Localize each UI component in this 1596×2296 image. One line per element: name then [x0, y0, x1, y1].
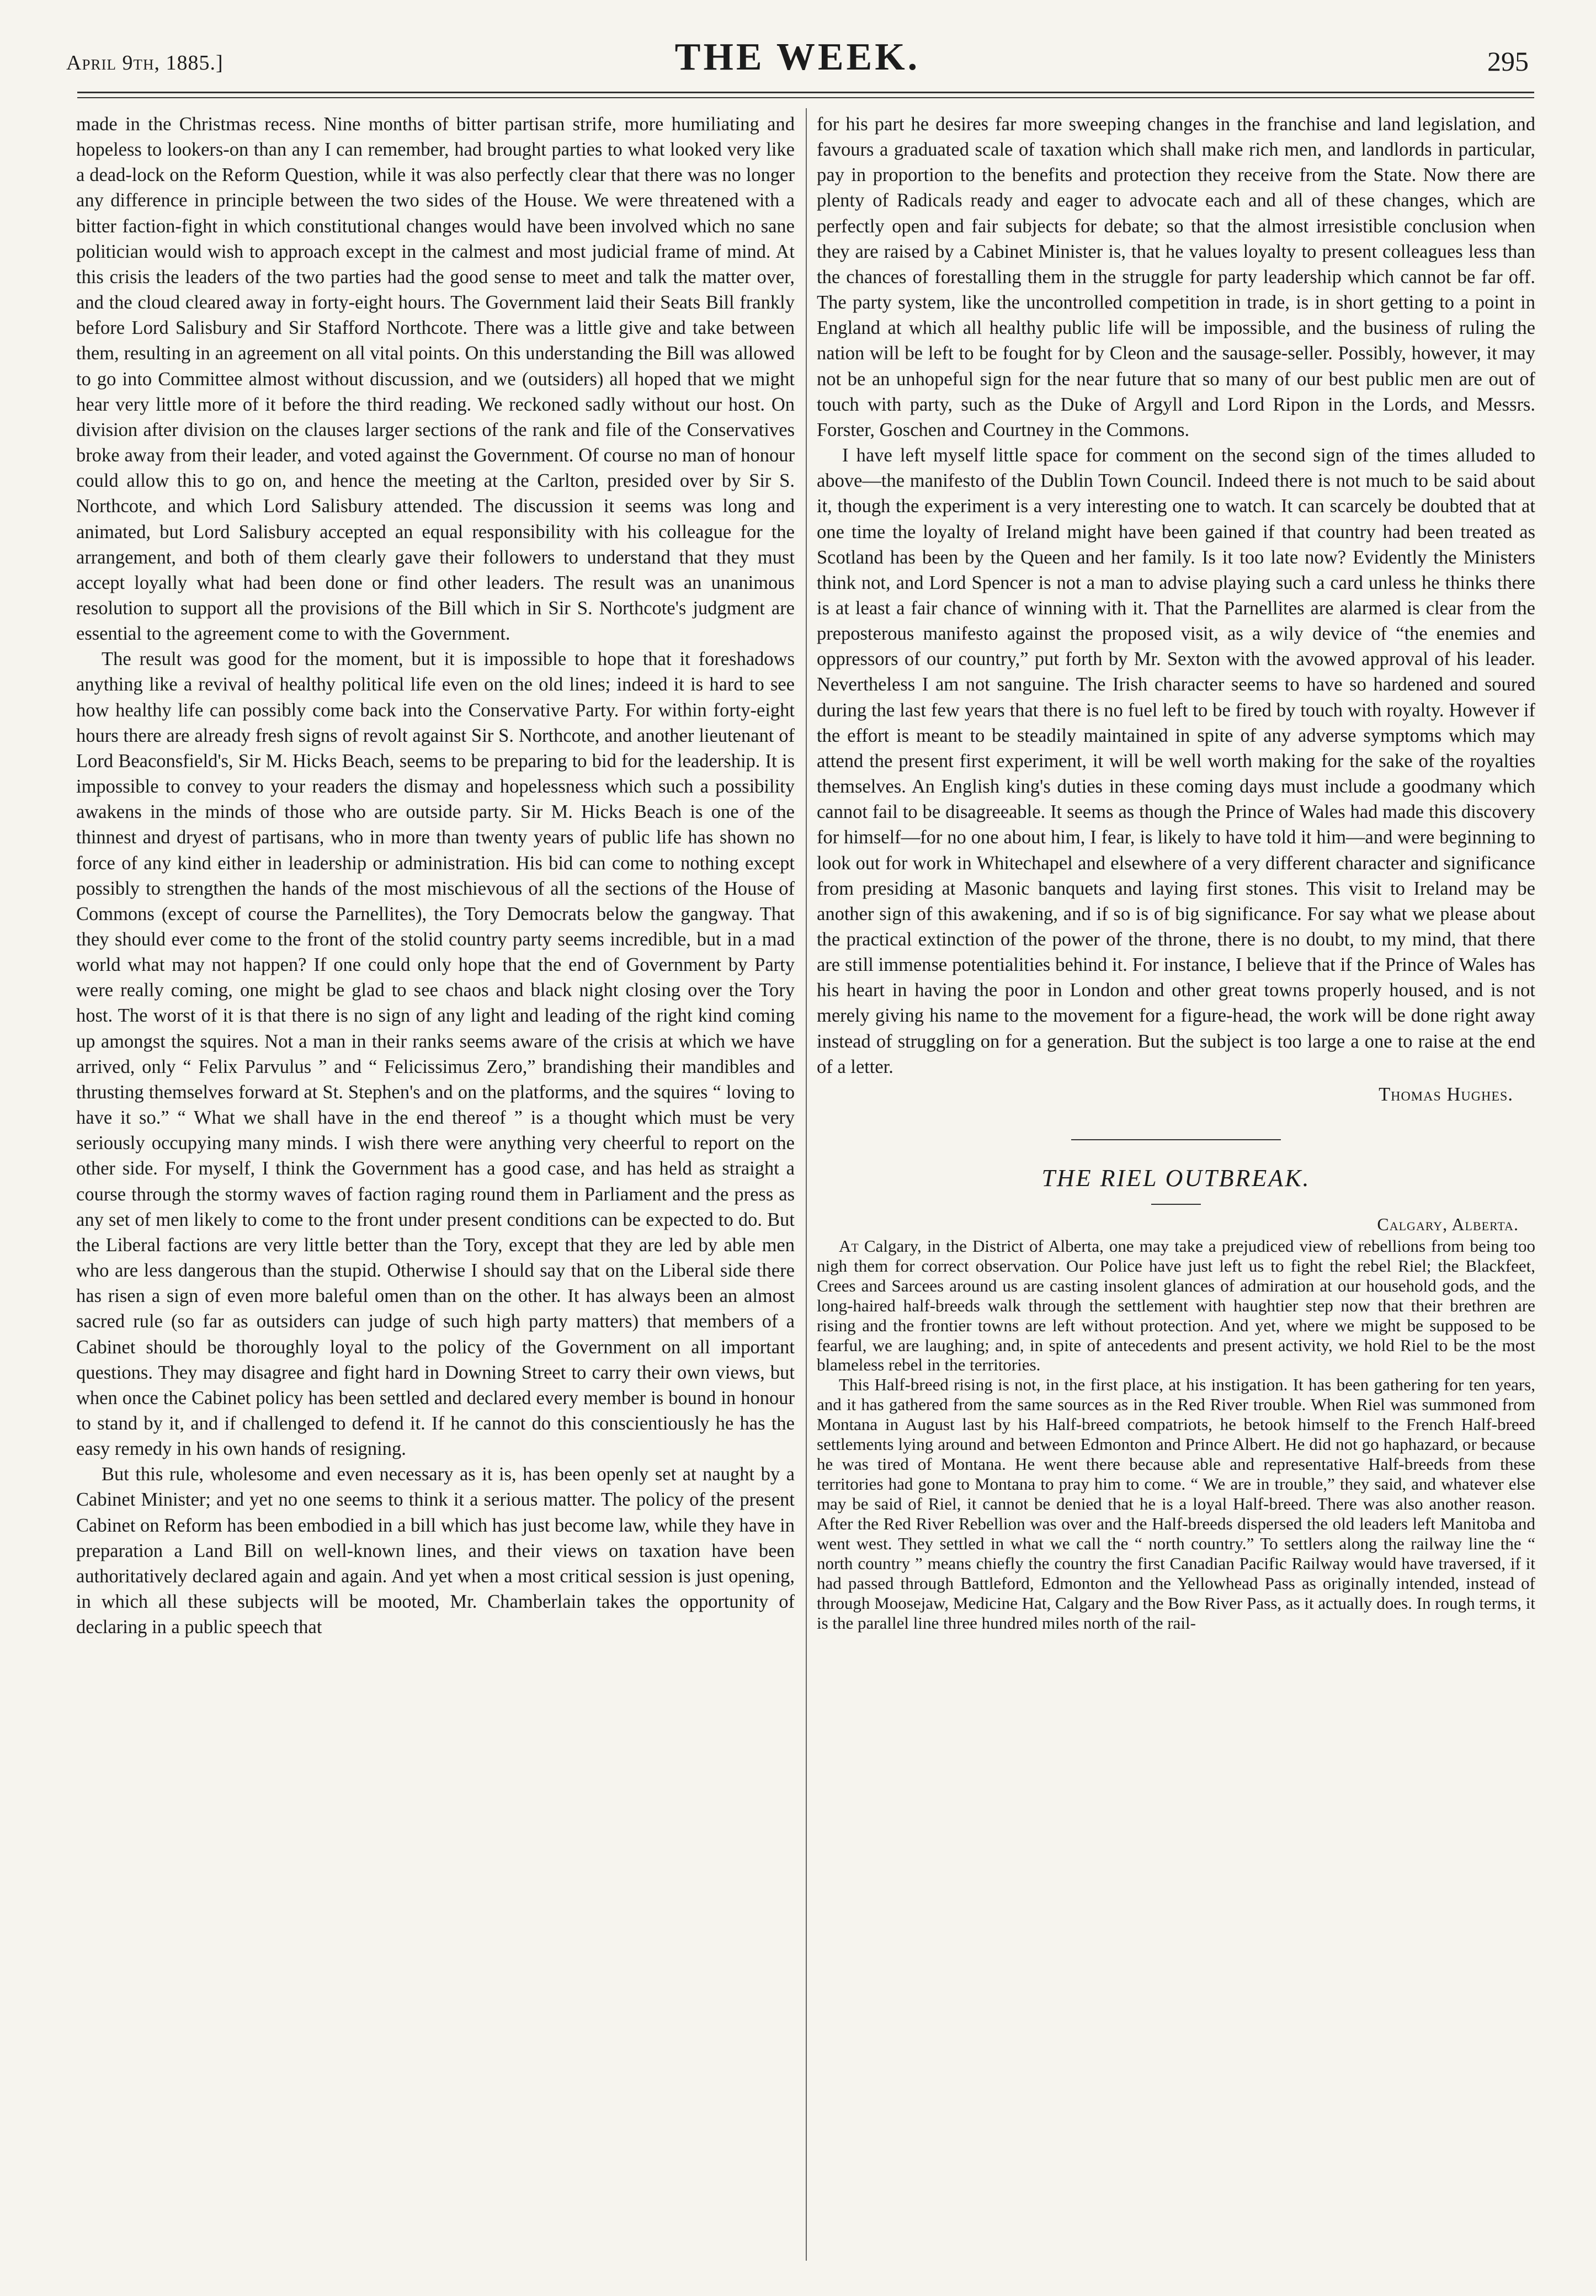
journal-title: THE WEEK.: [674, 36, 921, 78]
left-column: [76, 111, 795, 1640]
header-rule-top: [77, 92, 1534, 93]
section-title: THE RIEL OUTBREAK.: [1041, 1165, 1311, 1192]
riel-paragraph-2: This Half-breed rising is not, in the first place, at his instigation. It has been gathering for ten years, and it has gathered from the same sources as in the Red River trouble. When Riel was summoned from Montana in August last by his Half-breed compatriots, he betook himself to the French Half-breed settlements lying around and between Edmonton and Prince Albert. He did not go haphazard, or because he was tired of Montana. He went there because able and representative Half-breeds from these territories had gone to Montana to pray him to come. “ We are in trouble,” they said, and whatever else may be said of Riel, it cannot be denied that he is a loyal Half-breed. There was also another reason. After the Red River Rebellion was over and the Half-breeds dispersed the old leaders left Manitoba and went west. They settled in what we call the “ north country.” To settlers along the railway line the “ north country ” means chiefly the country the first Canadian Pacific Railway would have traversed, if it had passed through Battleford, Edmonton and the Yellowhead Pass as originally intended, instead of through Moosejaw, Medicine Hat, Calgary and the Bow River Pass, as it actually does. In rough terms, it is the parallel line three hundred miles north of the rail-: [817, 1375, 1535, 1633]
riel-article: [817, 1236, 1535, 1633]
masthead: [55, 35, 1540, 85]
left-paragraph-2: The result was good for the moment, but it is impossible to hope that it foreshadows anything like a revival of healthy political life even on the old lines; indeed it is hard to see how healthy life can possibly come back into the Conservative Party. For within forty-eight hours there are already fresh signs of revolt against Sir S. Northcote, and another lieutenant of Lord Beaconsfield's, Sir M. Hicks Beach, seems to be preparing to bid for the leadership. It is impossible to convey to your readers the dismay and hopelessness which such a possibility awakens in the minds of those who are outside party. Sir M. Hicks Beach is one of the thinnest and dryest of partisans, who in more than twenty years of public life has shown no force of any kind either in leadership or administration. His bid can come to nothing except possibly to strengthen the hands of the most mischievous of all the sections of the House of Commons (except of course the Parnellites), the Tory Democrats below the gangway. That they should ever come to the front of the stolid country party seems incredible, but in a mad world what may not happen? If one could only hope that the end of Government by Party were really coming, one might be glad to see chaos and black night closing over the Tory host. The worst of it is that there is no sign of any light and leading of the right kind coming up amongst the squires. Not a man in their ranks seems aware of the crisis at which we have arrived, only “ Felix Parvulus ” and “ Felicissimus Zero,” brandishing their mandibles and thrusting themselves forward at St. Stephen's and on the platforms, and the squires “ loving to have it so.” “ What we shall have in the end thereof ” is a thought which must be very seriously occupying many minds. I wish there were anything very cheerful to report on the other side. For myself, I think the Government has a good case, and has held as straight a course through the stormy waves of faction raging round them in Parliament and the press as any set of men likely to come to the front under present conditions can be expected to do. But the Liberal factions are very little better than the Tory, except that they are led by able men who are less dangerous than the stupid. Otherwise I should say that on the Liberal side there has risen a sign of even more baleful omen than on the other. It has always been an almost sacred rule (so far as outsiders can judge of such high party matters) that members of a Cabinet should be thoroughly loyal to the policy of the Government on all important questions. They may disagree and fight hard in Downing Street to carry their own views, but when once the Cabinet policy has been settled and declared every member is bound in honour to stand by it, and if challenged to defend it. If he cannot do this conscientiously he has the easy remedy in his own hands of resigning.: [76, 649, 795, 1460]
riel-paragraph-1-text: Calgary, in the District of Alberta, one may take a prejudiced view of rebellions from being too nigh them for correct observation. Our Police have just left us to fight the rebel Riel; the Blackfeet, Crees and Sarcees around us are casting insolent glances of admiration at our household gods, and the long-haired half-breeds walk through the settlement with haughtier step now that their brethren are rising and the frontier towns are left without protection. And yet, where we might be supposed to be fearful, we are laughing; and, in spite of antecedents and present activity, we hold Riel to be the most blameless rebel in the territories.: [817, 1236, 1535, 1375]
column-divider: [806, 108, 807, 2261]
dateline-place: Calgary, Alberta.: [1377, 1214, 1519, 1234]
section-title-rule: [1151, 1204, 1201, 1205]
right-paragraph-1: for his part he desires far more sweeping changes in the franchise and land legislation, and favours a graduated scale of taxation which shall make rich men, and landlords in particular, pay in proportion to the benefits and protection they receive from the State. Now there are plenty of Radicals ready and eager to advocate each and all of these changes, which are perfectly open and fair subjects for debate; so that the almost irresistible conclusion when they are raised by a Cabinet Minister is, that he values loyalty to present colleagues less than the chances of forestalling them in the struggle for party leadership which cannot be far off. The party system, like the uncontrolled competition in trade, is in short getting to a point in England at which all healthy public life will be impossible, and the business of ruling the nation will be left to be fought for by Cleon and the sausage-seller. Possibly, however, it may not be an unhopeful sign for the near future that so many of our best public men are out of touch with party, such as the Duke of Argyll and Lord Ripon in the Lords, and Messrs. Forster, Goschen and Courtney in the Commons.: [817, 114, 1535, 440]
page-number: 295: [1487, 46, 1529, 77]
section-separator: [1071, 1139, 1281, 1140]
left-paragraph-1: made in the Christmas recess. Nine months of bitter partisan strife, more humiliating and hopeless to lookers-on than any I can remember, had brought parties to what looked very like a dead-lock on the Reform Question, while it was also perfectly clear that there was no longer any difference in principle between the two sides of the House. We were threatened with a bitter faction-fight in which constitutional changes would have been involved which no sane politician would wish to approach except in the calmest and most judicial frame of mind. At this crisis the leaders of the two parties had the good sense to meet and talk the matter over, and the cloud cleared away in forty-eight hours. The Government laid their Seats Bill frankly before Lord Salisbury and Sir Stafford Northcote. There was a little give and take between them, resulting in an agreement on all vital points. On this understanding the Bill was allowed to go into Committee almost without discussion, and we (outsiders) all hoped that we might hear very little more of it before the third reading. We reckoned sadly without our host. On division after division on the clauses larger sections of the rank and file of the Conservatives broke away from their leader, and voted against the Government. Of course no man of honour could allow this to go on, and hence the meeting at the Carlton, presided over by Sir S. Northcote, and which Lord Salisbury attended. The discussion it seems was long and animated, but Lord Salisbury accepted an equal responsibility with his colleague for the arrangement, and both of them clearly gave their followers to understand that they must accept loyally what had been done or find other leaders. The result was an unanimous resolution to support all the provisions of the Bill which in Sir S. Northcote's judgment are essential to the agreement come to with the Government.: [76, 114, 795, 645]
right-column: [817, 111, 1535, 1633]
right-paragraph-2: I have left myself little space for comment on the second sign of the times alluded to above—the manifesto of the Dublin Town Council. Indeed there is not much to be said about it, though the experiment is a very interesting one to watch. It can scarcely be doubted that at one time the loyalty of Ireland might have been gained if that country had been treated as Scotland has been by the Queen and her family. Is it too late now? Evidently the Ministers think not, and Lord Spencer is not a man to advise playing such a card unless he thinks there is at least a fair chance of winning with it. That the Parnellites are alarmed is clear from the preposterous manifesto against the proposed visit, as a wily device of “the enemies and oppressors of our country,” put forth by Mr. Sexton with the avowed approval of his leader. Nevertheless I am not sanguine. The Irish character seems to have so hardened and soured during the last few years that there is no fuel left to be fired by touch with royalty. However if the effort is meant to be steadily maintained in spite of any adverse symptoms which may attend the present first experiment, it will be well worth making for the sake of the royalties themselves. An English king's duties in these coming days must include a goodmany which cannot fail to be disagreeable. It seems as though the Prince of Wales had made this discovery for himself—for no one about him, I fear, is likely to have told it him—and were beginning to look out for work in Whitechapel and elsewhere of a very different character and significance from presiding at Masonic banquets and laying first stones. This visit to Ireland may be another sign of this awakening, and if so is of big significance. For say what we please about the practical extinction of the power of the throne, there is no doubt, to my mind, that there are still immense potentialities behind it. For instance, I believe that if the Prince of Wales has his heart in having the poor in London and other great towns properly housed, and is not merely giving his name to the movement for a figure-head, the work will be done right away instead of struggling on for a generation. But the subject is too large a one to raise at the end of a letter.: [817, 445, 1535, 1077]
author-signature: Thomas Hughes.: [1379, 1083, 1513, 1105]
riel-paragraph-1: [817, 1236, 1535, 1375]
left-paragraph-3: But this rule, wholesome and even necessary as it is, has been openly set at naught by a Cabinet Minister; and yet no one seems to think it a serious matter. The policy of the present Cabinet on Reform has been embodied in a bill which has just become law, while they have in preparation a Land Bill on well-known lines, and their views on taxation have been authoritatively declared again and again. And yet when a most critical session is just opening, in which all these subjects will be mooted, Mr. Chamberlain takes the opportunity of declaring in a public speech that: [76, 1464, 795, 1638]
issue-date: April 9th, 1885.]: [66, 51, 224, 75]
header-rule-bottom: [77, 97, 1534, 98]
lead-word: At: [839, 1236, 859, 1256]
